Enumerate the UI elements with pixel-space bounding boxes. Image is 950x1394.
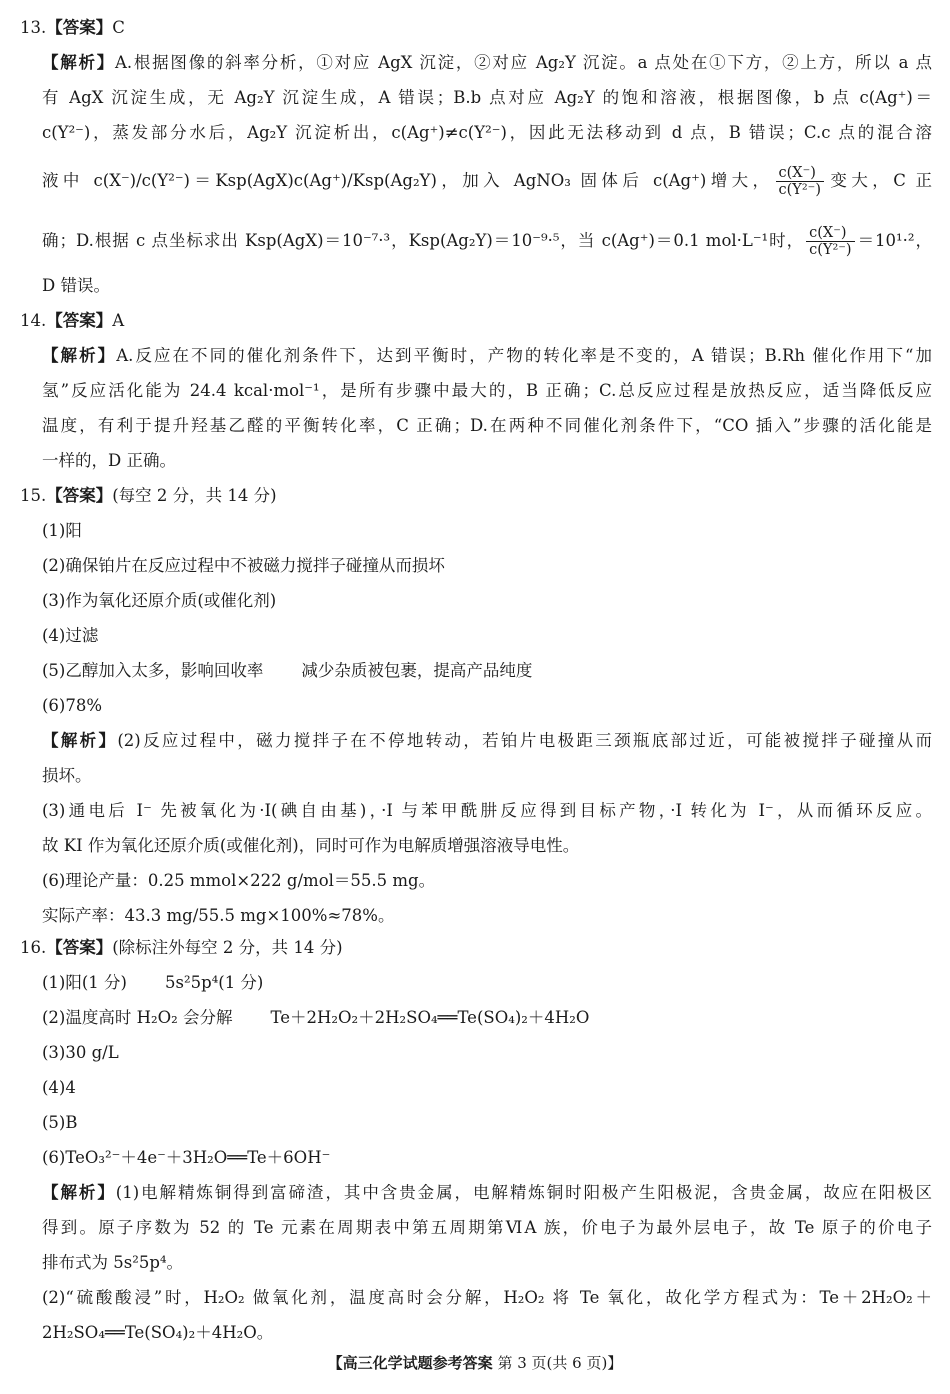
q13-analysis-line-2: [42, 86, 932, 110]
text: 得到。原子序数为 52 的 Te 元素在周期表中第五周期第ⅥA 族，价电子为最外层电子，故 Te 原子的价电子: [42, 1218, 932, 1237]
q14-analysis-line-1: [42, 344, 932, 368]
footer-page-number: 第 3 页(共 6 页)】: [497, 1354, 623, 1372]
fraction-numerator: c(X⁻): [776, 165, 824, 182]
text: (4)过滤: [42, 626, 99, 645]
q16-answer-line: [20, 936, 932, 960]
text: (3)30 g/L: [42, 1043, 119, 1062]
q15-answer-4: [42, 624, 932, 648]
text: (2)反应过程中，磁力搅拌子在不停地转动，若铂片电极距三颈瓶底部过近，可能被搅拌子碰撞从而: [117, 731, 932, 750]
text: c(Y²⁻)，蒸发部分水后，Ag₂Y 沉淀析出，c(Ag⁺)≠c(Y²⁻)，因此无法移动到 d 点，B 错误；C.c 点的混合溶: [42, 123, 932, 142]
q16-answer-4: [42, 1076, 932, 1100]
answer-tag: 【答案】: [46, 486, 113, 505]
ratio-fraction: [776, 165, 824, 198]
text: (3)通电后 I⁻ 先被氧化为·I(碘自由基)，·I 与苯甲酰肼反应得到目标产物，·I 转化为 I⁻，从而循环反应。: [42, 801, 932, 820]
text: (1)阳(1 分): [42, 973, 127, 992]
text: 5s²5p⁴(1 分): [165, 973, 264, 992]
text: (5)乙醇加入太多，影响回收率: [42, 661, 264, 680]
q15-analysis-line-3: [42, 799, 932, 823]
q16-answer-6: [42, 1146, 932, 1170]
q15-answer-line: [20, 484, 932, 508]
fraction-denominator: c(Y²⁻): [809, 242, 852, 258]
text: 变大，C 正: [825, 171, 932, 190]
q16-analysis-line-4: [42, 1286, 932, 1310]
q13-answer-line: [20, 16, 932, 40]
q15-analysis-line-6: [42, 904, 932, 928]
q13-analysis-line-4: [42, 160, 932, 202]
analysis-tag: 【解析】: [42, 53, 115, 72]
q16-answer-5: [42, 1111, 932, 1135]
text: 有 AgX 沉淀生成，无 Ag₂Y 沉淀生成，A 错误；B.b 点对应 Ag₂Y 的饱和溶液，根据图像，b 点 c(Ag⁺)＝: [42, 88, 932, 107]
q16-analysis-line-2: [42, 1216, 932, 1240]
q15-answer-3: [42, 589, 932, 613]
text: (5)B: [42, 1113, 78, 1132]
q15-analysis-line-5: [42, 869, 932, 893]
text: 实际产率：43.3 mg/55.5 mg×100%≈78%。: [42, 906, 395, 925]
question-number: 13.: [20, 18, 47, 37]
q15-answer-5: [42, 659, 932, 683]
question-number: 16.: [20, 938, 47, 957]
text: (2)“硫酸酸浸”时，H₂O₂ 做氧化剂，温度高时会分解，H₂O₂ 将 Te 氧化，故化学方程式为：Te＋2H₂O₂＋: [42, 1288, 932, 1307]
q15-analysis-line-1: [42, 729, 932, 753]
text: (3)作为氧化还原介质(或催化剂): [42, 591, 277, 610]
fraction-denominator: c(Y²⁻): [778, 182, 821, 198]
text: A.根据图像的斜率分析，①对应 AgX 沉淀，②对应 Ag₂Y 沉淀。a 点处在①下方，②上方，所以 a 点: [115, 53, 932, 72]
q13-analysis-line-5: [42, 220, 932, 262]
q15-answer-1: [42, 519, 932, 543]
q13-analysis-line-1: [42, 51, 932, 75]
text: (2)温度高时 H₂O₂ 会分解: [42, 1008, 233, 1027]
q16-answer-3: [42, 1041, 932, 1065]
q14-answer-line: [20, 309, 932, 333]
text: (6)78%: [42, 696, 103, 715]
answer-value: A: [112, 311, 125, 330]
text: Te＋2H₂O₂＋2H₂SO₄══Te(SO₄)₂＋4H₂O: [270, 1008, 590, 1027]
q15-analysis-line-4: [42, 834, 932, 858]
analysis-tag: 【解析】: [42, 346, 117, 365]
q15-analysis-line-2: [42, 764, 932, 788]
answer-value: C: [112, 18, 125, 37]
q16-answer-2: [42, 1006, 932, 1030]
text: D 错误。: [42, 276, 110, 295]
q13-analysis-line-3: [42, 121, 932, 145]
text: 确；D.根据 c 点坐标求出 Ksp(AgX)＝10⁻⁷·³，Ksp(Ag₂Y)＝10⁻⁹·⁵，当 c(Ag⁺)＝0.1 mol·L⁻¹时，: [42, 231, 805, 250]
page-footer: [0, 1352, 950, 1373]
q15-answer-6: [42, 694, 932, 718]
q13-analysis-line-6: [42, 274, 932, 298]
fraction-numerator: c(X⁻): [806, 225, 854, 242]
q14-analysis-line-2: [42, 379, 932, 403]
text: 故 KI 作为氧化还原介质(或催化剂)，同时可作为电解质增强溶液导电性。: [42, 836, 580, 855]
question-number: 15.: [20, 486, 47, 505]
q16-answer-1: [42, 971, 932, 995]
text: 排布式为 5s²5p⁴。: [42, 1253, 183, 1272]
text: 损坏。: [42, 766, 92, 785]
answer-tag: 【答案】: [46, 938, 113, 957]
q16-analysis-line-5: [42, 1321, 932, 1345]
score-note: (每空 2 分，共 14 分): [112, 486, 277, 505]
text: A.反应在不同的催化剂条件下，达到平衡时，产物的转化率是不变的，A 错误；B.Rh 催化作用下“加: [116, 346, 933, 365]
text: 减少杂质被包裹，提高产品纯度: [301, 661, 533, 680]
text: 2H₂SO₄══Te(SO₄)₂＋4H₂O。: [42, 1323, 274, 1342]
answer-tag: 【答案】: [46, 311, 113, 330]
score-note: (除标注外每空 2 分，共 14 分): [112, 938, 343, 957]
text: 液中 c(X⁻)/c(Y²⁻)＝Ksp(AgX)c(Ag⁺)/Ksp(Ag₂Y)，加入 AgNO₃ 固体后 c(Ag⁺)增大，: [42, 171, 774, 190]
text: (2)确保铂片在反应过程中不被磁力搅拌子碰撞从而损坏: [42, 556, 445, 575]
text: (4)4: [42, 1078, 76, 1097]
q15-answer-2: [42, 554, 932, 578]
ratio-fraction: [806, 225, 854, 258]
q14-analysis-line-3: [42, 414, 932, 438]
text: 氢”反应活化能为 24.4 kcal·mol⁻¹，是所有步骤中最大的，B 正确；C.总反应过程是放热反应，适当降低反应: [42, 381, 932, 400]
text: (6)TeO₃²⁻＋4e⁻＋3H₂O══Te＋6OH⁻: [42, 1148, 331, 1167]
text: 一样的，D 正确。: [42, 451, 176, 470]
text: (1)阳: [42, 521, 82, 540]
analysis-tag: 【解析】: [42, 731, 118, 750]
answer-tag: 【答案】: [46, 18, 113, 37]
q16-analysis-line-3: [42, 1251, 932, 1275]
text: (6)理论产量：0.25 mmol×222 g/mol＝55.5 mg。: [42, 871, 436, 890]
footer-title: 【高三化学试题参考答案: [327, 1354, 493, 1372]
q14-analysis-line-4: [42, 449, 932, 473]
text: 温度，有利于提升羟基乙醛的平衡转化率，C 正确；D.在两种不同催化剂条件下，“CO 插入”步骤的活化能是: [42, 416, 932, 435]
text: (1)电解精炼铜得到富碲渣，其中含贵金属，电解精炼铜时阳极产生阳极泥，含贵金属，故应在阳极区: [115, 1183, 933, 1202]
analysis-tag: 【解析】: [42, 1183, 116, 1202]
text: ＝10¹·²，: [856, 231, 932, 250]
q16-analysis-line-1: [42, 1181, 932, 1205]
question-number: 14.: [20, 311, 47, 330]
